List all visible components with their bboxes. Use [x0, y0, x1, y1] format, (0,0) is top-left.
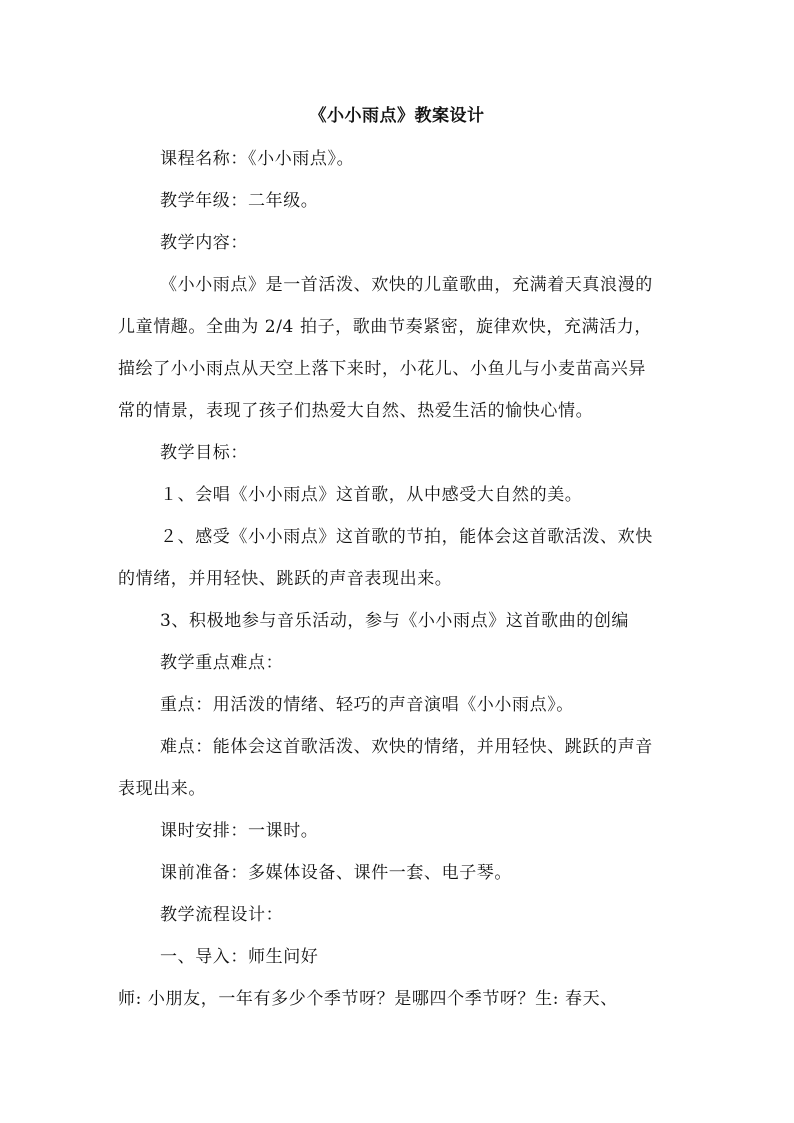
difficult-point-line-1: 难点：能体会这首歌活泼、欢快的情绪，并用轻快、跳跃的声音	[160, 737, 653, 757]
difficult-point-line-2: 表现出来。	[118, 779, 206, 799]
content-paragraph-line-2: 儿童情趣。全曲为 2/4 拍子，歌曲节奏紧密，旋律欢快，充满活力，	[118, 317, 652, 337]
objective-2-line-1: ２、感受《小小雨点》这首歌的节拍，能体会这首歌活泼、欢快	[160, 527, 653, 547]
key-point-line: 重点：用活泼的情绪、轻巧的声音演唱《小小雨点》。	[160, 695, 574, 715]
course-name-line: 课程名称：《小小雨点》。	[160, 149, 355, 169]
objectives-heading: 教学目标：	[160, 443, 248, 463]
content-paragraph-line-1: 《小小雨点》是一首活泼、欢快的儿童歌曲，充满着天真浪漫的	[160, 275, 653, 295]
class-hours-line: 课时安排：一课时。	[160, 821, 319, 841]
content-heading: 教学内容：	[160, 233, 248, 253]
dialogue-line: 师: 小朋友，一年有多少个季节呀？是哪四个季节呀？生: 春天、	[118, 989, 618, 1009]
grade-line: 教学年级：二年级。	[160, 191, 319, 211]
process-heading: 教学流程设计：	[160, 905, 284, 925]
objective-3-line: 3、积极地参与音乐活动，参与《小小雨点》这首歌曲的创编	[160, 611, 630, 631]
document-title: 《小小雨点》教案设计	[309, 106, 485, 126]
content-paragraph-line-4: 常的情景，表现了孩子们热爱大自然、热爱生活的愉快心情。	[118, 401, 594, 421]
objective-2-line-2: 的情绪，并用轻快、跳跃的声音表现出来。	[118, 569, 453, 589]
objective-1-line: １、会唱《小小雨点》这首歌，从中感受大自然的美。	[160, 485, 583, 505]
key-difficult-points-heading: 教学重点难点：	[160, 653, 284, 673]
content-paragraph-line-3: 描绘了小小雨点从天空上落下来时，小花儿、小鱼儿与小麦苗高兴异	[118, 359, 646, 379]
intro-section-heading: 一、导入：师生问好	[160, 947, 319, 967]
preparation-line: 课前准备：多媒体设备、课件一套、电子琴。	[160, 863, 512, 883]
